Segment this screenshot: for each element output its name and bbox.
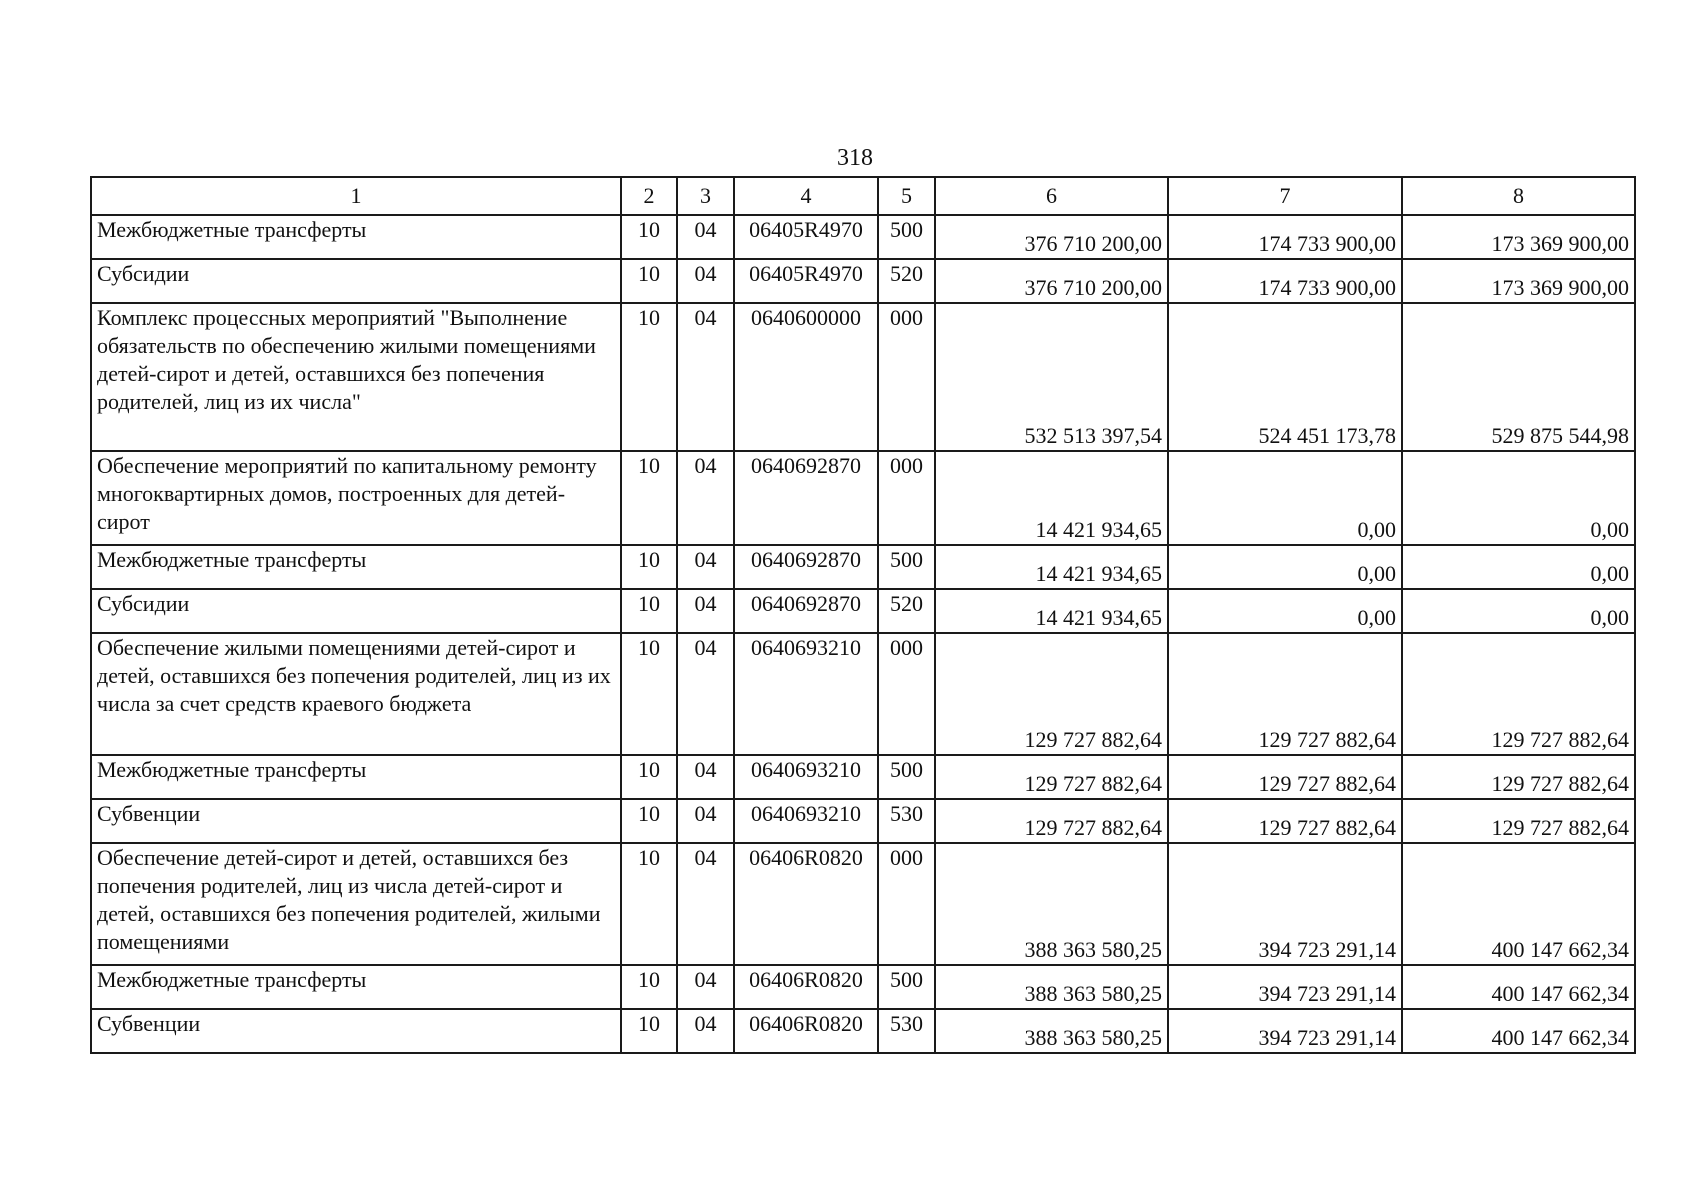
row-amount-8: 400 147 662,34	[1402, 965, 1635, 1009]
row-name: Межбюджетные трансферты	[91, 545, 621, 589]
row-amount-6: 388 363 580,25	[935, 965, 1168, 1009]
row-name: Межбюджетные трансферты	[91, 965, 621, 1009]
row-target-code: 0640692870	[734, 451, 878, 545]
row-target-code: 0640692870	[734, 545, 878, 589]
row-subsection: 04	[677, 589, 734, 633]
row-target-code: 0640693210	[734, 755, 878, 799]
row-amount-8: 400 147 662,34	[1402, 843, 1635, 965]
row-amount-8: 173 369 900,00	[1402, 259, 1635, 303]
row-target-code: 06406R0820	[734, 965, 878, 1009]
row-expense-type: 000	[878, 633, 935, 755]
row-target-code: 06406R0820	[734, 1009, 878, 1053]
table-row	[91, 843, 1635, 965]
row-expense-type: 520	[878, 589, 935, 633]
row-name: Межбюджетные трансферты	[91, 215, 621, 259]
row-amount-6: 388 363 580,25	[935, 843, 1168, 965]
table-row	[91, 451, 1635, 545]
header-cell: 4	[734, 177, 878, 215]
page-number: 318	[837, 145, 873, 171]
header-cell: 1	[91, 177, 621, 215]
row-amount-6: 14 421 934,65	[935, 451, 1168, 545]
row-target-code: 0640693210	[734, 799, 878, 843]
row-amount-7: 174 733 900,00	[1168, 259, 1402, 303]
row-subsection: 04	[677, 451, 734, 545]
row-amount-8: 129 727 882,64	[1402, 799, 1635, 843]
row-section: 10	[621, 799, 677, 843]
row-amount-6: 129 727 882,64	[935, 799, 1168, 843]
table-row	[91, 1009, 1635, 1053]
row-amount-8: 129 727 882,64	[1402, 755, 1635, 799]
row-expense-type: 000	[878, 303, 935, 451]
row-amount-6: 14 421 934,65	[935, 589, 1168, 633]
row-expense-type: 000	[878, 451, 935, 545]
row-expense-type: 500	[878, 545, 935, 589]
row-expense-type: 500	[878, 215, 935, 259]
row-amount-6: 532 513 397,54	[935, 303, 1168, 451]
row-amount-8: 0,00	[1402, 545, 1635, 589]
row-amount-8: 129 727 882,64	[1402, 633, 1635, 755]
header-cell: 6	[935, 177, 1168, 215]
row-section: 10	[621, 589, 677, 633]
row-section: 10	[621, 965, 677, 1009]
row-name: Межбюджетные трансферты	[91, 755, 621, 799]
row-amount-6: 376 710 200,00	[935, 215, 1168, 259]
row-subsection: 04	[677, 259, 734, 303]
row-amount-6: 14 421 934,65	[935, 545, 1168, 589]
header-cell: 5	[878, 177, 935, 215]
row-expense-type: 000	[878, 843, 935, 965]
row-subsection: 04	[677, 965, 734, 1009]
row-section: 10	[621, 755, 677, 799]
row-subsection: 04	[677, 215, 734, 259]
row-amount-7: 394 723 291,14	[1168, 965, 1402, 1009]
row-amount-7: 0,00	[1168, 589, 1402, 633]
row-section: 10	[621, 1009, 677, 1053]
row-expense-type: 500	[878, 965, 935, 1009]
row-subsection: 04	[677, 799, 734, 843]
row-subsection: 04	[677, 633, 734, 755]
table-row	[91, 589, 1635, 633]
row-amount-6: 388 363 580,25	[935, 1009, 1168, 1053]
row-expense-type: 500	[878, 755, 935, 799]
row-name: Субсидии	[91, 259, 621, 303]
row-section: 10	[621, 215, 677, 259]
table-row	[91, 633, 1635, 755]
row-target-code: 0640693210	[734, 633, 878, 755]
row-amount-7: 0,00	[1168, 451, 1402, 545]
row-amount-7: 129 727 882,64	[1168, 799, 1402, 843]
header-cell: 8	[1402, 177, 1635, 215]
budget-table	[90, 176, 1636, 1054]
row-target-code: 0640600000	[734, 303, 878, 451]
row-target-code: 06405R4970	[734, 259, 878, 303]
table-row	[91, 259, 1635, 303]
row-section: 10	[621, 259, 677, 303]
row-name: Обеспечение мероприятий по капитальному ремонту многоквартирных домов, построенных для детей-сирот	[91, 451, 621, 545]
row-section: 10	[621, 303, 677, 451]
table-row	[91, 215, 1635, 259]
header-cell: 3	[677, 177, 734, 215]
row-name: Комплекс процессных мероприятий "Выполнение обязательств по обеспечению жилыми помещениями детей-сирот и детей, оставшихся без попечения родителей, лиц из их числа"	[91, 303, 621, 451]
row-name: Обеспечение жилыми помещениями детей-сирот и детей, оставшихся без попечения родителей, лиц из их числа за счет средств краевого бюджета	[91, 633, 621, 755]
table-row	[91, 965, 1635, 1009]
row-amount-8: 0,00	[1402, 589, 1635, 633]
table-header-row	[91, 177, 1635, 215]
row-name: Субсидии	[91, 589, 621, 633]
row-amount-7: 0,00	[1168, 545, 1402, 589]
row-target-code: 06405R4970	[734, 215, 878, 259]
table-row	[91, 545, 1635, 589]
row-section: 10	[621, 633, 677, 755]
row-amount-7: 394 723 291,14	[1168, 1009, 1402, 1053]
row-amount-7: 129 727 882,64	[1168, 755, 1402, 799]
row-amount-8: 529 875 544,98	[1402, 303, 1635, 451]
table-row	[91, 303, 1635, 451]
row-amount-8: 173 369 900,00	[1402, 215, 1635, 259]
row-section: 10	[621, 843, 677, 965]
row-amount-8: 400 147 662,34	[1402, 1009, 1635, 1053]
row-name: Обеспечение детей-сирот и детей, оставшихся без попечения родителей, лиц из числа детей-сирот и детей, оставшихся без попечения родителей, жилыми помещениями	[91, 843, 621, 965]
row-target-code: 0640692870	[734, 589, 878, 633]
header-cell: 2	[621, 177, 677, 215]
row-name: Субвенции	[91, 1009, 621, 1053]
row-amount-7: 394 723 291,14	[1168, 843, 1402, 965]
row-subsection: 04	[677, 303, 734, 451]
row-expense-type: 530	[878, 799, 935, 843]
table-row	[91, 799, 1635, 843]
row-amount-7: 129 727 882,64	[1168, 633, 1402, 755]
row-amount-6: 129 727 882,64	[935, 755, 1168, 799]
row-amount-7: 524 451 173,78	[1168, 303, 1402, 451]
row-expense-type: 520	[878, 259, 935, 303]
row-subsection: 04	[677, 1009, 734, 1053]
row-amount-7: 174 733 900,00	[1168, 215, 1402, 259]
row-subsection: 04	[677, 545, 734, 589]
row-target-code: 06406R0820	[734, 843, 878, 965]
table-row	[91, 755, 1635, 799]
row-amount-6: 376 710 200,00	[935, 259, 1168, 303]
row-name: Субвенции	[91, 799, 621, 843]
row-expense-type: 530	[878, 1009, 935, 1053]
row-section: 10	[621, 451, 677, 545]
row-subsection: 04	[677, 843, 734, 965]
row-subsection: 04	[677, 755, 734, 799]
row-amount-8: 0,00	[1402, 451, 1635, 545]
header-cell: 7	[1168, 177, 1402, 215]
row-section: 10	[621, 545, 677, 589]
row-amount-6: 129 727 882,64	[935, 633, 1168, 755]
